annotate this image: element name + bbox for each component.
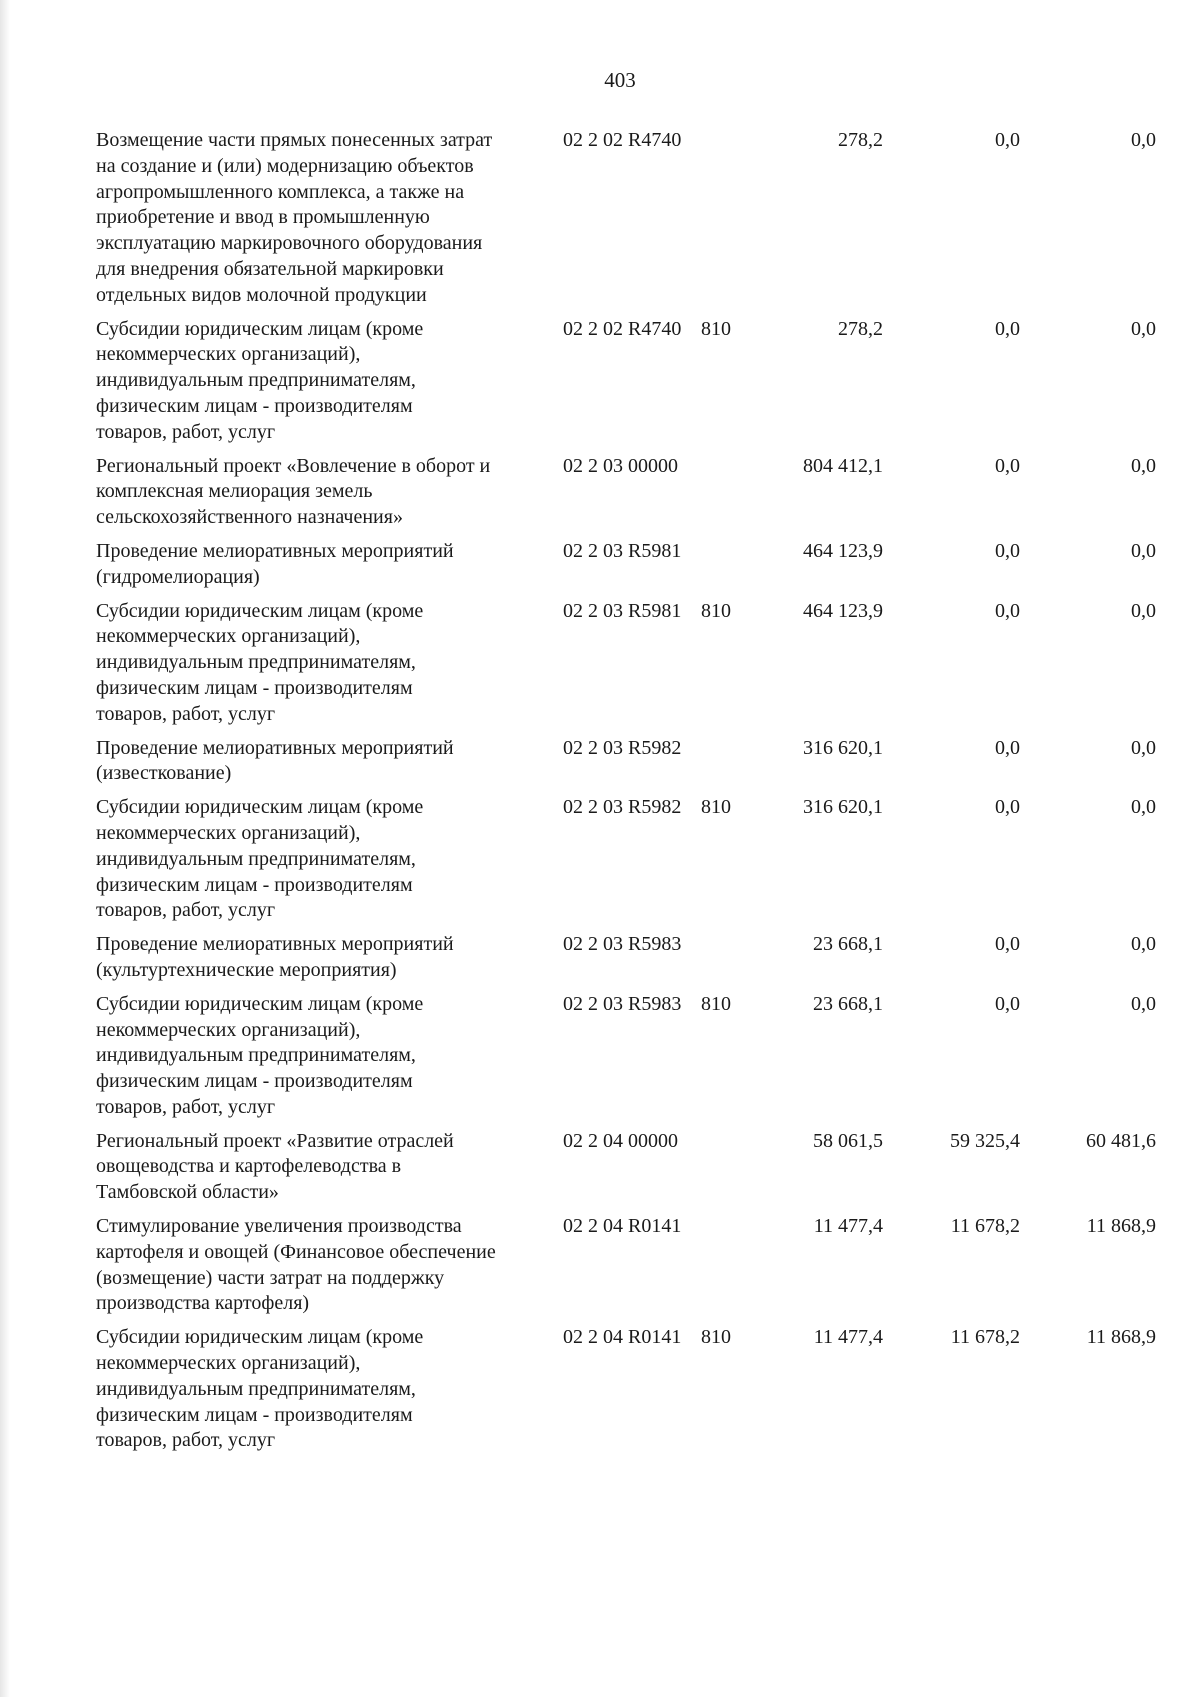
row-name: Региональный проект «Вовлечение в оборот и комплексная мелиорация земель сельскохозяйственного назначения» <box>96 454 491 529</box>
row-target-code: 02 2 03 R5983 <box>563 992 682 1015</box>
row-amount-year-3: 11 868,9 <box>1086 1326 1156 1349</box>
row-amount-year-3: 0,0 <box>1131 796 1156 819</box>
row-expense-type: 810 <box>701 1326 731 1349</box>
row-amount-year-2: 11 678,2 <box>950 1326 1020 1349</box>
row-amount-year-1: 464 123,9 <box>803 599 883 622</box>
row-amount-year-1: 316 620,1 <box>803 736 883 759</box>
scan-edge-shadow <box>0 0 10 1697</box>
row-amount-year-1: 11 477,4 <box>813 1215 883 1238</box>
row-name: Проведение мелиоративных мероприятий (известкование) <box>96 736 454 785</box>
row-name: Субсидии юридическим лицам (кроме некоммерческих организаций), индивидуальным предпринимателям, физическим лицам - производителям товаров, работ, услуг <box>96 796 424 922</box>
row-name: Стимулирование увеличения производства картофеля и овощей (Финансовое обеспечение (возмещение) части затрат на поддержку производства картофеля) <box>96 1215 496 1315</box>
table-row <box>96 317 1186 446</box>
row-amount-year-2: 0,0 <box>995 539 1020 562</box>
row-amount-year-2: 0,0 <box>995 129 1020 151</box>
row-amount-year-1: 278,2 <box>838 317 883 340</box>
row-amount-year-1: 278,2 <box>838 129 883 151</box>
row-expense-type: 810 <box>701 992 731 1015</box>
row-amount-year-3: 11 868,9 <box>1086 1215 1156 1238</box>
table-row <box>96 454 1186 531</box>
row-amount-year-2: 0,0 <box>995 317 1020 340</box>
row-target-code: 02 2 02 R4740 <box>563 129 682 151</box>
row-amount-year-2: 0,0 <box>995 933 1020 956</box>
row-amount-year-2: 0,0 <box>995 796 1020 819</box>
row-name: Проведение мелиоративных мероприятий (гидромелиорация) <box>96 539 454 588</box>
page-number: 403 <box>604 68 636 92</box>
table-row <box>96 795 1186 924</box>
row-amount-year-1: 316 620,1 <box>803 796 883 819</box>
row-target-code: 02 2 03 R5981 <box>563 539 682 562</box>
row-target-code: 02 2 04 R0141 <box>563 1215 682 1238</box>
row-amount-year-1: 804 412,1 <box>803 454 883 477</box>
row-amount-year-2: 0,0 <box>995 599 1020 622</box>
row-amount-year-1: 464 123,9 <box>803 539 883 562</box>
row-name: Возмещение части прямых понесенных затрат на создание и (или) модернизацию объектов агропромышленного комплекса, а также на приобретение и ввод в промышленную эксплуатацию маркировочного оборудования для внедрения обязательной маркировки отдельных видов молочной продукции <box>96 129 493 306</box>
row-amount-year-3: 0,0 <box>1131 736 1156 759</box>
row-amount-year-2: 0,0 <box>995 736 1020 759</box>
row-target-code: 02 2 03 R5982 <box>563 736 682 759</box>
row-expense-type: 810 <box>701 796 731 819</box>
row-amount-year-3: 0,0 <box>1131 454 1156 477</box>
budget-table <box>96 128 1186 1462</box>
row-name: Субсидии юридическим лицам (кроме некоммерческих организаций), индивидуальным предпринимателям, физическим лицам - производителям товаров, работ, услуг <box>96 992 424 1118</box>
row-amount-year-3: 0,0 <box>1131 129 1156 151</box>
table-row <box>96 1129 1186 1206</box>
row-amount-year-2: 0,0 <box>995 454 1020 477</box>
row-amount-year-1: 58 061,5 <box>813 1129 883 1152</box>
row-target-code: 02 2 03 R5983 <box>563 933 682 956</box>
row-amount-year-3: 60 481,6 <box>1086 1129 1156 1152</box>
table-row <box>96 539 1186 591</box>
row-amount-year-2: 11 678,2 <box>950 1215 1020 1238</box>
row-name: Субсидии юридическим лицам (кроме некоммерческих организаций), индивидуальным предпринимателям, физическим лицам - производителям товаров, работ, услуг <box>96 1326 424 1452</box>
table-row <box>96 992 1186 1121</box>
row-amount-year-2: 0,0 <box>995 992 1020 1015</box>
row-target-code: 02 2 03 R5982 <box>563 796 682 819</box>
row-amount-year-3: 0,0 <box>1131 599 1156 622</box>
table-row <box>96 736 1186 788</box>
row-name: Субсидии юридическим лицам (кроме некоммерческих организаций), индивидуальным предпринимателям, физическим лицам - производителям товаров, работ, услуг <box>96 599 424 725</box>
row-amount-year-3: 0,0 <box>1131 992 1156 1015</box>
row-target-code: 02 2 04 R0141 <box>563 1326 682 1349</box>
row-target-code: 02 2 03 00000 <box>563 454 678 477</box>
row-amount-year-1: 23 668,1 <box>813 992 883 1015</box>
row-name: Субсидии юридическим лицам (кроме некоммерческих организаций), индивидуальным предпринимателям, физическим лицам - производителям товаров, работ, услуг <box>96 317 424 443</box>
row-expense-type: 810 <box>701 317 731 340</box>
row-amount-year-1: 11 477,4 <box>813 1326 883 1349</box>
table-row <box>96 1214 1186 1317</box>
row-amount-year-1: 23 668,1 <box>813 933 883 956</box>
row-target-code: 02 2 04 00000 <box>563 1129 678 1152</box>
row-target-code: 02 2 03 R5981 <box>563 599 682 622</box>
table-row <box>96 932 1186 984</box>
table-row <box>96 128 1186 309</box>
row-name: Региональный проект «Развитие отраслей овощеводства и картофелеводства в Тамбовской области» <box>96 1129 454 1204</box>
row-amount-year-3: 0,0 <box>1131 539 1156 562</box>
row-amount-year-3: 0,0 <box>1131 317 1156 340</box>
row-name: Проведение мелиоративных мероприятий (культуртехнические мероприятия) <box>96 933 454 981</box>
table-row <box>96 1325 1186 1454</box>
row-target-code: 02 2 02 R4740 <box>563 317 682 340</box>
table-row <box>96 599 1186 728</box>
row-amount-year-2: 59 325,4 <box>950 1129 1020 1152</box>
row-amount-year-3: 0,0 <box>1131 933 1156 956</box>
row-expense-type: 810 <box>701 599 731 622</box>
